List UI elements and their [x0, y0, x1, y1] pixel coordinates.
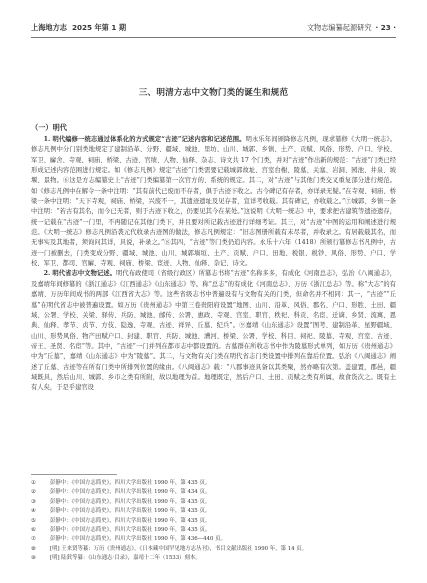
page-number: · 23 ·: [375, 23, 396, 32]
footnote-ref: ⑥: [62, 177, 70, 185]
footnote: [31, 479, 396, 488]
footnote-text: 彭静中：《中国方志简史》，四川大学出版社 1990 年，第 435 页。: [50, 498, 211, 505]
footnote: [31, 554, 396, 563]
footnote: [31, 526, 396, 535]
footnote-number: ⑦: [31, 536, 36, 543]
footnote-ref: ⑧: [164, 239, 171, 247]
paragraph-text-cont: 其四，“古迹”等门类仍追内容。永乐十六年（1418）所颁行纂修志书凡例中，古迹一门被删去，门类变成分野、疆域、城池、山川、城郭墙垣、土产、贡赋、户口、田地、税银、税钞、风俗、形势、户口、学校、军卫、都司、官廨、寺观、祠庙、桥梁、宦迹、人物、仙释、杂记、诗文。: [31, 239, 396, 268]
footnote-text: 彭静中：《中国方志简史》，四川大学出版社 1990 年，第 435 页。: [50, 480, 211, 486]
footnote-ref: ⑦: [345, 198, 352, 206]
journal-issue: 上海地方志 2025 年第 1 期: [31, 23, 127, 32]
paragraph-text-cont: 这是方志编纂史上“古迹”门类编纂第一次官方的、系统的规定。其二，对“古迹”与其他门类交叉重复部分进行规范。如《修志凡例中在解令一条中注明：“其有前代已废而不存者，俱于古迹下收之。古今碑记有存者，亦详录无疑。”: [31, 177, 396, 195]
paragraph-text: 明永乐年间颁降修志凡例，现求纂修《大明一统志》。修志凡例中分门别类地规定了建制沿革、分野、疆域、城池、里坊、山川、城郭、乡镇、土产、贡赋、风俗、形势、户口、学校、军卫、廨舍、寺观、祠庙、桥梁、古迹、官绩、人物、仙释、杂志、诗文共 17 个门类，并对“古迹”作出新的规范：“古迹”门类已经形成记述内容范围进行规定。如《修志凡例》规定“古迹”门类需要记载城郭故址、宫室台榭、陵墓、关塞、岩洞、园池、井泉、坡堰、景物。: [31, 136, 396, 185]
paragraph-text: 明代布政使司（省级行政区）所纂志书将“古迹”名称多多，有成化《河南总志》，弘治《八闽通志》，及嘉靖年间修纂的《浙江通志》《江西通志》《山东通志》等。称“总志”的有成化《河南总志》、万历《浙江总志》等。称“大志”的有嘉靖、万历年间成书的两部《江西省大志》等。这些省级志书中普遍设有与文物有关的门类，但命名并不相同：其一，“古迹”“丘墓”在明代省志中被普遍设置。如万历《贵州通志》中第三卷贵阳府设置“地图、山川、沿革、风俗、郡名、户口、形胜、土田、疆域、公署、学校、关梁、驿传、兵防、城池、邮传、公署、惠政、寺观、宫室、职官、秩祀、科贡、名宦、迁谪、乡贤、流寓、恩典、仙释、孝节、贞节、方伎、隐逸、寺观、古迹、祥异、丘墓、纪兵”。: [31, 270, 396, 330]
header-right: [307, 23, 396, 33]
paragraph-text-cont: 城郭、乡镇一条中注明：“若古有其名，而今已无者，则于古迹下收之，仍要见其今在某处。”: [31, 198, 396, 216]
subsection-heading: （一）明代: [31, 123, 67, 132]
footnote: [31, 488, 396, 497]
footnote-rule: [31, 474, 117, 475]
footnote-number: ②: [31, 489, 36, 496]
body-text: [31, 135, 396, 467]
footnote-number: ⑨: [31, 555, 36, 562]
footnote: [31, 507, 396, 516]
footnote-number: ⑥: [31, 527, 36, 534]
footnote-number: ④: [31, 508, 36, 515]
paragraph-lead: 1. 明代编修一统志通过体系化的方式规定“古迹”记述内容和记述范围。: [43, 136, 246, 143]
footnote: [31, 535, 396, 544]
paragraph-text-cont: 嘉靖《山东通志》设置“图考、建制沿革、星野疆域、山川、形势风俗、物产田赋户口、封建、职官、兵防、城池、漕河、桥梁、公署、学校、科目、祠祀、陵墓、寺观、宫室、古迹、帝王、圣贤、名宦”等。其中，“古迹”一门并列在都市志中都设置的。古墓群在所收志书中作为陵墓形式单列，如万历《贵州通志》中为“丘墓”，嘉靖《山东通志》中为“陵墓”。其二，与文物有关门类在明代省志门类设置中排列在靠后位置。弘治《八闽通志》阐述了丘墓、古迹等在所有门类中所排列位置的缘由。《八闽通志》载：“八郡事迹具备以其类聚，然亦略有次第。盖建置，郡邑，疆域既具，然后山川、城郭、乡市之类有所附，故以地理为首。地理既定，然后户口、土田、贡赋之类有所属，故食货次之。既有土有人矣，于是乎建官设: [31, 322, 396, 392]
footnote: [31, 498, 396, 507]
footnote-text: 彭静中：《中国方志简史》，四川大学出版社 1990 年，第 435 页。: [50, 508, 211, 515]
footnote-ref: ⑨: [239, 322, 246, 330]
paragraph-text: 在寺观、祠庙、桥梁一条中注明：“天下寺观，祠庙、桥梁，兴废不一，其遗迹遗址及见存者，宣详考收载。其有碑记，亦收载之。”: [31, 187, 396, 206]
footnote-text: 彭静中：《中国方志简史》，四川大学出版社 1990 年，第 434 页。: [50, 489, 211, 496]
footnote-text: 彭静中：《中国方志简史》，四川大学出版社 1990 年，第 435 页。: [50, 517, 211, 524]
footnote: [31, 545, 396, 554]
footnote-number: ⑧: [31, 545, 36, 552]
section-title: 三、明清方志中文物门类的诞生和规范: [138, 88, 289, 98]
section-running-title: 文物志编纂起源研究: [306, 23, 372, 32]
footnote: [31, 517, 396, 526]
paragraph-lead: 2. 明代省志中文物记述。: [43, 270, 117, 278]
footnote-number: ①: [31, 480, 36, 486]
paragraph: [31, 135, 396, 269]
footnote-text: [明] 王来贤等纂：万历《贵州通志》，《日本藏中国罕见地方志丛刊》，书目文献出版社 1990 年，第 14 页。: [50, 545, 308, 552]
footnote-number: ③: [31, 498, 36, 505]
running-header: [31, 20, 396, 36]
footnote-number: ⑤: [31, 517, 36, 524]
footnote-text: 彭静中：《中国方志简史》，四川大学出版社 1990 年，第 435 页。: [50, 527, 211, 534]
footnote-text: 彭静中：《中国方志简史》，四川大学出版社 1990 年，第 436—440 页。: [50, 536, 226, 543]
header-rule: [31, 37, 396, 38]
footnotes: [31, 479, 396, 564]
paragraph-text: 这说明《大明一统志》中，要求把古建筑等遗迹遗存，统一记载在“古迹”一门里，不再随记在其他门类下，并且要对所记载古迹进行详细考证。其三，对“古迹”中图的运用和阐述进行规范。《大明一统志》修志凡例沿袭元代收录古迹图的做法，修志凡例规定：“旧志图册所载有未尽者，并收录之。有居载载其名，而无事实及其地者，须询问其详，具说，补录之。”: [31, 208, 396, 247]
footnote-text: [明] 陆釴等纂：《山东通志·目录》，嘉靖十二年（1533）刻本。: [50, 555, 201, 562]
paragraph: [31, 269, 396, 393]
